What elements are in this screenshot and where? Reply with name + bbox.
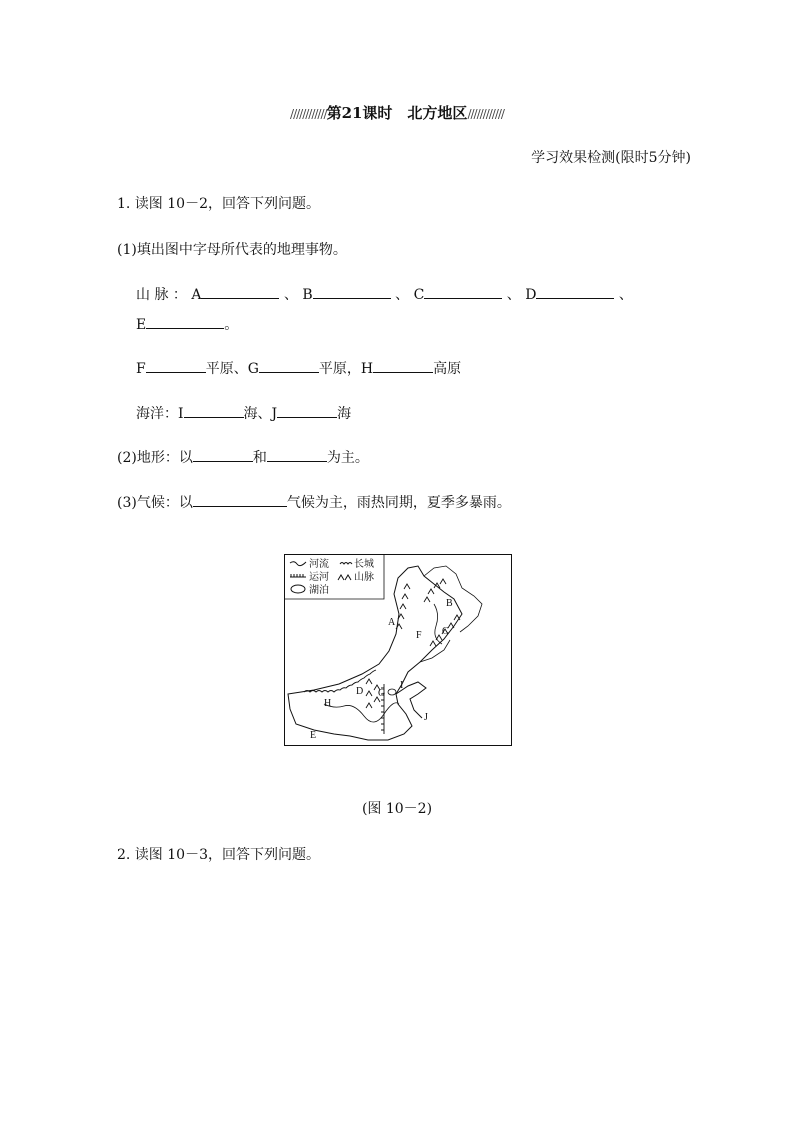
letter-h: H <box>360 361 374 377</box>
map-letter-f: F <box>416 630 422 641</box>
part-2-suffix: 为主。 <box>326 450 369 466</box>
letter-j: J <box>271 406 278 422</box>
blank-plain-g[interactable] <box>259 358 319 373</box>
letter-e: E <box>136 317 147 333</box>
page-title <box>0 102 794 123</box>
plateau-suffix: 高原 <box>433 361 462 377</box>
comma: ， <box>346 361 361 377</box>
map-letter-i: I <box>400 680 404 691</box>
letter-a: A <box>191 287 202 303</box>
separator: 、 <box>618 287 633 303</box>
lesson-title: 第21课时 北方地区 <box>326 104 468 122</box>
map-letter-c: C <box>442 626 449 637</box>
plain-separator: 、 <box>257 406 272 422</box>
time-limit-note: 学习效果检测(限时5分钟) <box>531 150 691 166</box>
map-letter-e: E <box>310 730 317 741</box>
legend-lake: 湖泊 <box>309 585 329 596</box>
map-letter-g: G <box>378 688 386 699</box>
question-2-stem: 2. 读图 10－3，回答下列问题。 <box>117 847 320 863</box>
map-letter-j: J <box>424 712 428 723</box>
map-letter-b: B <box>446 598 453 609</box>
plain-suffix: 平原 <box>318 361 347 377</box>
title-hatch-right: //////////// <box>467 107 504 121</box>
legend-river: 河流 <box>309 559 329 570</box>
mountains-line-2 <box>136 314 238 334</box>
mountains-label: 山 脉 ： <box>136 287 187 303</box>
blank-sea-i[interactable] <box>184 403 244 418</box>
plains-line <box>136 358 461 378</box>
sea-suffix: 海 <box>337 406 352 422</box>
question-1-part-2 <box>117 447 369 467</box>
letter-g: G <box>247 361 259 377</box>
title-hatch-left: //////////// <box>290 107 327 121</box>
blank-mountain-b[interactable] <box>313 284 391 299</box>
legend-canal: 运河 <box>309 572 329 583</box>
figure-caption: (图 10－2) <box>361 801 433 817</box>
question-1-stem: 1. 读图 10－2，回答下列问题。 <box>117 196 320 212</box>
question-1-part-1: (1)填出图中字母所代表的地理事物。 <box>117 242 347 258</box>
separator: 、 <box>506 287 521 303</box>
map-svg <box>284 554 512 746</box>
ocean-label: 海洋：I <box>136 406 184 422</box>
part-2-prefix: (2)地形：以 <box>117 450 193 466</box>
letter-f: F <box>136 361 146 377</box>
map-letter-a: A <box>388 617 396 628</box>
blank-mountain-a[interactable] <box>201 284 279 299</box>
map-letter-d: D <box>356 686 364 697</box>
blank-mountain-e[interactable] <box>146 314 224 329</box>
question-1-part-3 <box>117 492 511 512</box>
blank-sea-j[interactable] <box>277 403 337 418</box>
separator: 、 <box>283 287 298 303</box>
north-china-map <box>284 554 512 746</box>
letter-d: D <box>525 287 537 303</box>
blank-climate[interactable] <box>193 492 287 507</box>
end-mark: 。 <box>224 317 239 333</box>
letter-c: C <box>413 287 425 303</box>
part-3-prefix: (3)气候：以 <box>117 495 193 511</box>
legend-great-wall: 长城 <box>354 559 374 570</box>
map-letter-h: H <box>324 698 332 709</box>
blank-plateau-h[interactable] <box>373 358 433 373</box>
sea-suffix: 海 <box>243 406 258 422</box>
blank-mountain-d[interactable] <box>536 284 614 299</box>
blank-landform-2[interactable] <box>267 447 327 462</box>
separator: 、 <box>395 287 410 303</box>
blank-landform-1[interactable] <box>193 447 253 462</box>
part-2-and: 和 <box>252 450 267 466</box>
blank-mountain-c[interactable] <box>424 284 502 299</box>
letter-b: B <box>302 287 313 303</box>
legend-mountain: 山脉 <box>354 572 374 583</box>
ocean-line <box>136 403 351 423</box>
mountains-line <box>136 284 633 304</box>
part-3-suffix: 气候为主，雨热同期，夏季多暴雨。 <box>286 495 511 511</box>
plain-suffix: 平原 <box>205 361 234 377</box>
plain-separator: 、 <box>233 361 248 377</box>
blank-plain-f[interactable] <box>146 358 206 373</box>
